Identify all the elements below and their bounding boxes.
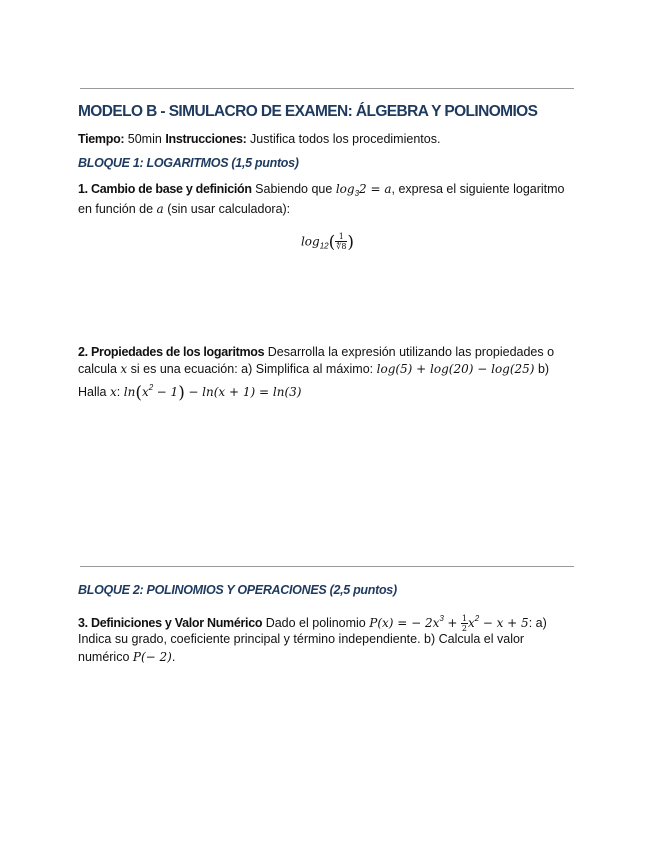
q3-period: . [171,650,176,664]
q3-line2: Indica su grado, coeficiente principal y término independiente. b) Calcula el valor [78,632,525,646]
q1-line1 [78,181,565,202]
q3-text-b: : a) [528,616,547,630]
q1-line2 [78,201,290,217]
q1-expr-base: 12 [319,241,329,251]
q2-text-d: b) [537,362,550,376]
middle-divider [80,566,574,567]
q1-text-d: (sin usar calculadora): [167,202,291,216]
q1-given-rest: 2 = a [359,182,392,196]
q2-line3: Halla x: $\ln(x^2 - 1) - \ln(x + 1) = \ln(3)$ [78,383,302,403]
q3-line1 [78,611,547,633]
q3-poly-rest: − x + 5 [482,616,529,630]
q1-expr-num: 1 [335,232,347,242]
instrucciones-value: Justifica todos los procedimientos. [250,132,441,146]
q2-text-a: Desarrolla la expresión utilizando las propiedades o [267,345,555,359]
q2-line2 [78,361,549,377]
q2-var-x: x [120,362,128,376]
q2-text-c: si es una ecuación: a) Simplifica al máximo: [130,362,374,376]
top-divider [80,88,574,89]
q1-var-a: a [156,202,164,216]
q1-expression: $\log_{12}$( $\frac{1}{∜8}$ ) [300,232,355,253]
page-title: MODELO B - SIMULACRO DE EXAMEN: ÁLGEBRA Y POLINOMIOS [78,103,538,120]
q2-text-b: calcula [78,362,117,376]
instrucciones-label: Instrucciones: [165,132,247,146]
q1-given-log: log [335,182,355,196]
q1-expr-den: ∜8 [336,242,347,251]
meta-line [78,131,440,147]
q2-var-x2: x [109,385,117,399]
q1-given-base: 3 [354,189,360,198]
q1-expr-fraction [335,232,347,251]
q2-colon: : [116,385,121,399]
q3-plus: + [447,616,458,630]
q2-expr-a: log(5) + log(20) − log(25) [376,362,535,376]
q3-text-d: numérico [78,650,130,664]
q3-pval: P(− 2) [132,650,172,664]
q3-exp2: 2 [474,614,480,623]
block2-heading: BLOQUE 2: POLINOMIOS Y OPERACIONES (2,5 puntos) [78,583,397,597]
tiempo-label: Tiempo: [78,132,125,146]
tiempo-value: 50min [127,132,162,146]
q2-text-e: Halla [78,385,107,399]
q3-frac-den: 2 [461,624,467,634]
q1-text-a: Sabiendo que [255,182,333,196]
q2-expr-b2: x [141,385,149,399]
q3-exp3: 3 [439,614,444,623]
q1-text-c: en función de [78,202,154,216]
q3-frac-num: 1 [461,614,467,624]
q1-text-b: , expresa el siguiente logaritmo [391,182,565,196]
q3-text-a: Dado el polinomio [265,616,366,630]
q3-x: x [468,616,475,630]
q3-title: 3. Definiciones y Valor Numérico [78,616,263,630]
q1-expr-log: log [300,234,320,249]
q2-expr-b3: − 1 [156,385,179,399]
q3-poly-lhs: P(x) = − 2x [369,616,440,630]
block1-heading: BLOQUE 1: LOGARITMOS (1,5 puntos) [78,156,299,170]
q3-line3 [78,649,175,665]
q2-title: 2. Propiedades de los logaritmos [78,345,265,359]
q2-expr-b4: − ln(x + 1) = ln(3) [188,385,302,399]
q2-expr-b1: ln [123,385,136,399]
q2-line1 [78,344,554,360]
q2-expr-b-exp: 2 [148,383,154,392]
q1-title: 1. Cambio de base y definición [78,182,252,196]
